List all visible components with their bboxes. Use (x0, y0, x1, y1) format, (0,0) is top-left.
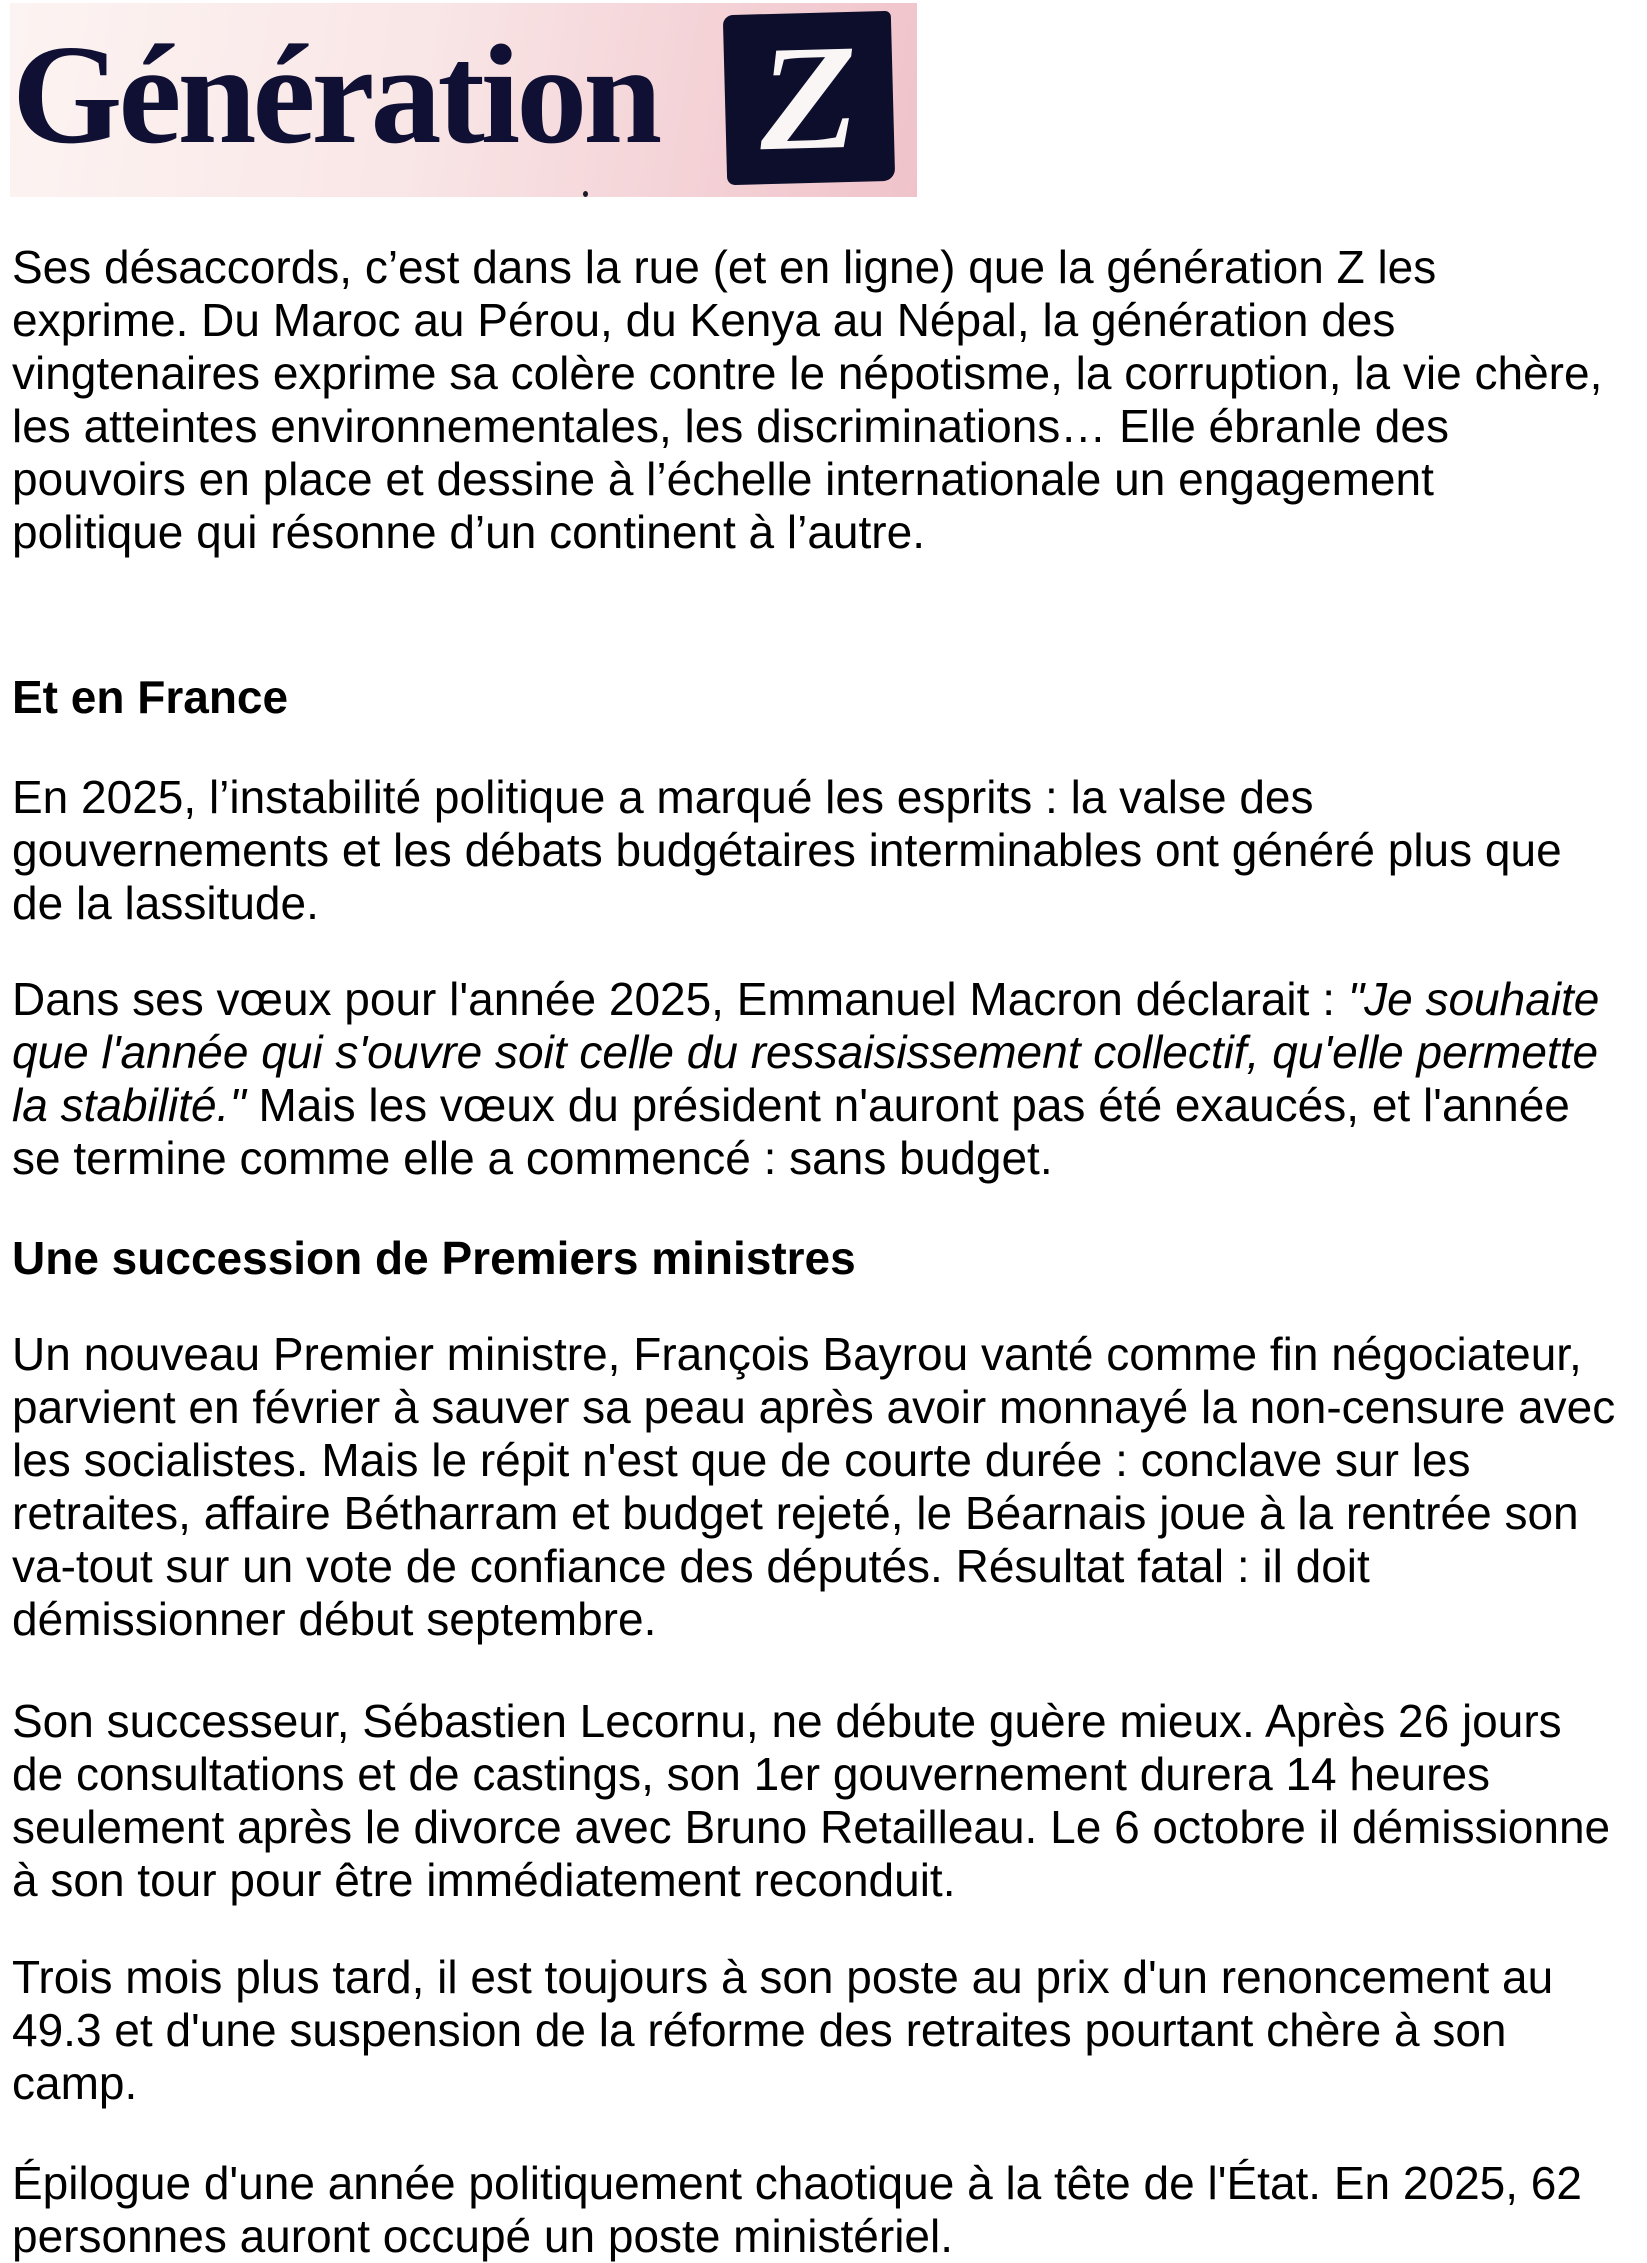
logo-z-letter: Z (749, 13, 869, 183)
text-line: personnes auront occupé un poste ministériel. (12, 2210, 954, 2262)
text-plain: Mais les vœux du président n'auront pas été exaucés, et l'année (245, 1079, 1570, 1131)
quote-text: que l'année qui s'ouvre soit celle du ressaisissement collectif, qu'elle permette (12, 1026, 1599, 1078)
text-line (12, 973, 1599, 1026)
text-line: vingtenaires exprime sa colère contre le népotisme, la corruption, la vie chère, (12, 347, 1603, 399)
text-line: à son tour pour être immédiatement reconduit. (12, 1854, 956, 1906)
section-heading-prime-ministers (12, 1232, 856, 1285)
text-line: va-tout sur un vote de confiance des députés. Résultat fatal : il doit (12, 1540, 1370, 1592)
text-line: de consultations et de castings, son 1er gouvernement durera 14 heures (12, 1748, 1491, 1800)
text-line: En 2025, l’instabilité politique a marqué les esprits : la valse des (12, 771, 1314, 823)
text-line: exprime. Du Maroc au Pérou, du Kenya au Népal, la génération des (12, 294, 1396, 346)
text-line (12, 1079, 1599, 1132)
pm-paragraph-bayrou (12, 1328, 1615, 1646)
pm-paragraph-three-months (12, 1951, 1553, 2110)
text-line: camp. (12, 2057, 138, 2109)
text-line: Trois mois plus tard, il est toujours à son poste au prix d'un renoncement au (12, 1951, 1554, 2003)
heading-text: Une succession de Premiers ministres (12, 1232, 856, 1284)
text-line: Son successeur, Sébastien Lecornu, ne débute guère mieux. Après 26 jours (12, 1695, 1562, 1747)
text-line: seulement après le divorce avec Bruno Retailleau. Le 6 octobre il démissionne (12, 1801, 1611, 1853)
text-line: de la lassitude. (12, 877, 319, 929)
france-paragraph-instability (12, 771, 1562, 930)
text-line: Épilogue d'une année politiquement chaotique à la tête de l'État. En 2025, 62 (12, 2157, 1582, 2209)
quote-text: "Je souhaite (1347, 973, 1600, 1025)
logo-z-badge (723, 11, 895, 185)
quote-text: la stabilité." (12, 1079, 246, 1131)
pm-paragraph-lecornu (12, 1695, 1610, 1907)
text-line: Un nouveau Premier ministre, François Bayrou vanté comme fin négociateur, (12, 1328, 1582, 1380)
text-line: 49.3 et d'une suspension de la réforme des retraites pourtant chère à son (12, 2004, 1507, 2056)
text-plain: Dans ses vœux pour l'année 2025, Emmanuel Macron déclarait : (12, 973, 1348, 1025)
text-line: se termine comme elle a commencé : sans budget. (12, 1132, 1053, 1184)
pm-paragraph-epilogue (12, 2157, 1582, 2263)
intro-paragraph (12, 241, 1602, 559)
generation-z-logo (10, 3, 917, 197)
logo-wordmark: Génération (12, 15, 659, 173)
heading-text: Et en France (12, 671, 289, 723)
text-line: pouvoirs en place et dessine à l’échelle internationale un engagement (12, 453, 1434, 505)
logo-artifact-dot (583, 191, 588, 197)
text-line: les socialistes. Mais le répit n'est que de courte durée : conclave sur les (12, 1434, 1471, 1486)
text-line: politique qui résonne d’un continent à l’autre. (12, 506, 925, 558)
text-line: démissionner début septembre. (12, 1593, 657, 1645)
text-line: retraites, affaire Bétharram et budget rejeté, le Béarnais joue à la rentrée son (12, 1487, 1579, 1539)
text-line: Ses désaccords, c’est dans la rue (et en ligne) que la génération Z les (12, 241, 1437, 293)
text-line: les atteintes environnementales, les discriminations… Elle ébranle des (12, 400, 1449, 452)
text-line: gouvernements et les débats budgétaires interminables ont généré plus que (12, 824, 1562, 876)
text-line: parvient en février à sauver sa peau après avoir monnayé la non-censure avec (12, 1381, 1616, 1433)
section-heading-france (12, 671, 288, 724)
france-paragraph-macron-quote (12, 973, 1599, 1185)
